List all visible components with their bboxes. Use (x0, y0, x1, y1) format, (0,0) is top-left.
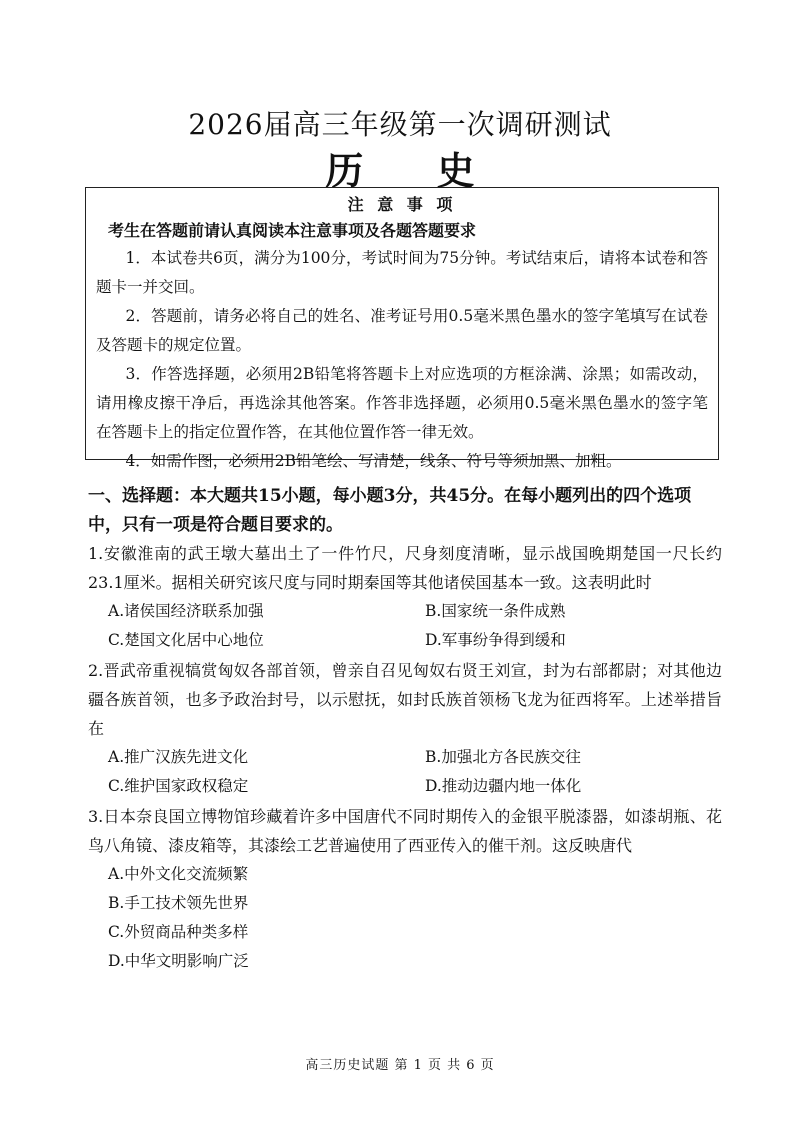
question-1 (88, 539, 722, 655)
question-stem: 1.安徽淮南的武王墩大墓出土了一件竹尺，尺身刻度清晰，显示战国晚期楚国一尺长约23.1厘米。据相关研究该尺度与同时期秦国等其他诸侯国基本一致。这表明此时 (88, 544, 722, 592)
notice-item: 3．作答选择题，必须用2B铅笔将答题卡上对应选项的方框涂满、涂黑；如需改动，请用橡皮擦干净后，再选涂其他答案。作答非选择题，必须用0.5毫米黑色墨水的签字笔在答题卡上的指定位置作答，在其他位置作答一律无效。 (96, 365, 708, 441)
option-b: B.手工技术领先世界 (108, 894, 249, 912)
subject-title: 历 史 (325, 148, 505, 193)
options-list (88, 860, 722, 976)
option-a: A.中外文化交流频繁 (108, 865, 249, 883)
option-d: D.军事纷争得到缓和 (425, 631, 566, 649)
option-b: B.国家统一条件成熟 (425, 602, 566, 620)
option-d: D.中华文明影响广泛 (108, 952, 249, 970)
options-list (88, 597, 722, 655)
option-a: A.推广汉族先进文化 (108, 748, 249, 766)
page-footer: 高三历史试题 第 1 页 共 6 页 (305, 1058, 495, 1073)
option-c: C.外贸商品种类多样 (108, 923, 249, 941)
question-2 (88, 656, 722, 801)
option-c: C.楚国文化居中心地位 (108, 631, 264, 649)
option-b: B.加强北方各民族交往 (425, 748, 581, 766)
option-d: D.推动边疆内地一体化 (425, 777, 582, 795)
notice-heading: 注 意 事 项 (347, 195, 457, 214)
question-3 (88, 802, 722, 976)
exam-title: 2026届高三年级第一次调研测试 (188, 108, 612, 141)
option-a: A.诸侯国经济联系加强 (108, 602, 264, 620)
notice-item: 4．如需作图，必须用2B铅笔绘、写清楚，线条、符号等须加黑、加粗。 (125, 452, 622, 470)
notice-item: 2．答题前，请务必将自己的姓名、准考证号用0.5毫米黑色墨水的签字笔填写在试卷及答题卡的规定位置。 (96, 307, 708, 354)
question-stem: 3.日本奈良国立博物馆珍藏着许多中国唐代不同时期传入的金银平脱漆器，如漆胡瓶、花鸟八角镜、漆皮箱等，其漆绘工艺普遍使用了西亚传入的催干剂。这反映唐代 (88, 807, 722, 855)
section-heading: 一、选择题：本大题共15小题，每小题3分，共45分。在每小题列出的四个选项中，只有一项是符合题目要求的。 (88, 486, 692, 535)
notice-item: 1．本试卷共6页，满分为100分，考试时间为75分钟。考试结束后，请将本试卷和答题卡一并交回。 (96, 249, 708, 296)
option-c: C.维护国家政权稳定 (108, 777, 249, 795)
notice-box (85, 187, 719, 470)
notice-subheading: 考生在答题前请认真阅读本注意事项及各题答题要求 (108, 221, 477, 240)
options-list (88, 743, 722, 801)
question-stem: 2.晋武帝重视犒赏匈奴各部首领，曾亲自召见匈奴右贤王刘宣，封为右部都尉；对其他边疆各族首领，也多予政治封号，以示慰抚，如封氐族首领杨飞龙为征西将军。上述举措旨在 (88, 661, 722, 738)
